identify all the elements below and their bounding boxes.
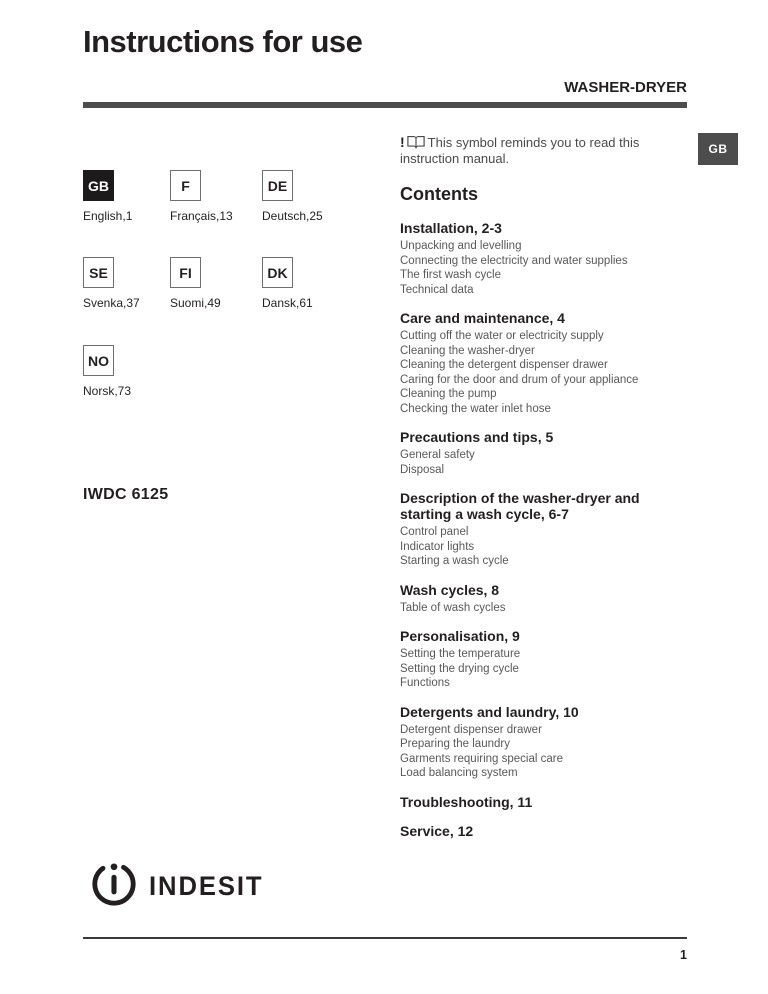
language-entry-gb [83,170,132,223]
contents-section-item: Disposal [400,463,445,476]
appliance-type-label: WASHER-DRYER [564,79,687,96]
read-manual-note [400,134,682,167]
open-book-icon [407,135,425,149]
language-label: Deutsch,25 [262,209,323,223]
indesit-logo [90,860,270,912]
contents-section-item: Indicator lights [400,540,475,553]
page-number: 1 [680,948,687,962]
contents-section [400,310,692,416]
contents-section-item: Detergent dispenser drawer [400,723,542,736]
language-label: Svenka,37 [83,296,140,310]
contents-section-item: Technical data [400,283,474,296]
contents-section-title: Detergents and laundry, 10 [400,703,579,720]
language-label: Suomi,49 [170,296,221,310]
contents-section-item: Functions [400,677,450,689]
contents-section [400,794,692,810]
contents-heading: Contents [400,184,478,204]
language-label: Français,13 [170,209,233,223]
page-title: Instructions for use [83,24,363,59]
contents-section-title: Description of the washer-dryer and starting a wash cycle, 6-7 [400,490,640,522]
language-code-box-no: NO [83,345,114,376]
contents-section-item: Checking the water inlet hose [400,402,551,415]
contents-section-item: Garments requiring special care [400,752,563,765]
language-label: Dansk,61 [262,296,313,310]
contents-section [400,823,692,839]
language-tab-gb: GB [698,133,738,165]
model-number: IWDC 6125 [83,486,169,503]
contents-section-title: Installation, 2-3 [400,220,502,236]
contents-section-item: Setting the temperature [400,648,521,660]
contents-section [400,429,692,477]
language-code-box-de: DE [262,170,293,201]
contents-section [400,628,692,691]
contents-section-item: Setting the drying cycle [400,662,519,675]
read-manual-note-text: This symbol reminds you to read this instruction manual. [400,135,640,166]
contents-section-title: Service, 12 [400,822,474,839]
language-code-box-se: SE [83,257,114,288]
language-code-box-gb: GB [83,170,114,201]
contents-section-item: Cutting off the water or electricity supply [400,330,604,342]
contents-section-item: General safety [400,449,475,461]
contents-section-item: Control panel [400,526,469,538]
language-entry-f [170,170,233,223]
language-entry-no [83,345,131,398]
language-index [83,170,323,410]
contents-section-item: Table of wash cycles [400,601,506,614]
contents-section-item: Cleaning the pump [400,388,497,400]
indesit-logo-mark-icon [90,860,138,913]
language-entry-se [83,257,140,310]
language-code-box-dk: DK [262,257,293,288]
contents-section-item: Load balancing system [400,767,518,779]
contents-section-item: Preparing the laundry [400,738,510,750]
language-entry-dk [262,257,313,310]
contents-section-item: Connecting the electricity and water supplies [400,254,628,267]
language-code-box-f: F [170,170,201,201]
contents-section-title: Troubleshooting, 11 [400,793,533,810]
contents-section-item: Starting a wash cycle [400,555,509,567]
contents-list [400,220,692,852]
contents-section [400,582,692,616]
contents-section-item: Cleaning the detergent dispenser drawer [400,359,608,371]
contents-section-item: Unpacking and levelling [400,240,522,252]
language-label: Norsk,73 [83,384,132,398]
exclamation-mark: ! [400,134,405,150]
footer-rule [83,937,687,939]
contents-section-title: Precautions and tips, 5 [400,429,554,445]
language-entry-de [262,170,323,223]
contents-section-item: The first wash cycle [400,269,501,281]
contents-section-item: Cleaning the washer-dryer [400,344,535,357]
header-rule [83,102,687,108]
indesit-wordmark: INDESIT [149,870,264,901]
contents-section [400,704,692,781]
contents-section-item: Caring for the door and drum of your appliance [400,373,639,386]
contents-section [400,220,692,297]
language-label: English,1 [83,209,133,223]
contents-section-title: Care and maintenance, 4 [400,310,565,326]
contents-section-title: Personalisation, 9 [400,628,520,644]
language-code-box-fi: FI [170,257,201,288]
contents-section-title: Wash cycles, 8 [400,581,500,598]
contents-section [400,490,692,569]
language-entry-fi [170,257,221,310]
